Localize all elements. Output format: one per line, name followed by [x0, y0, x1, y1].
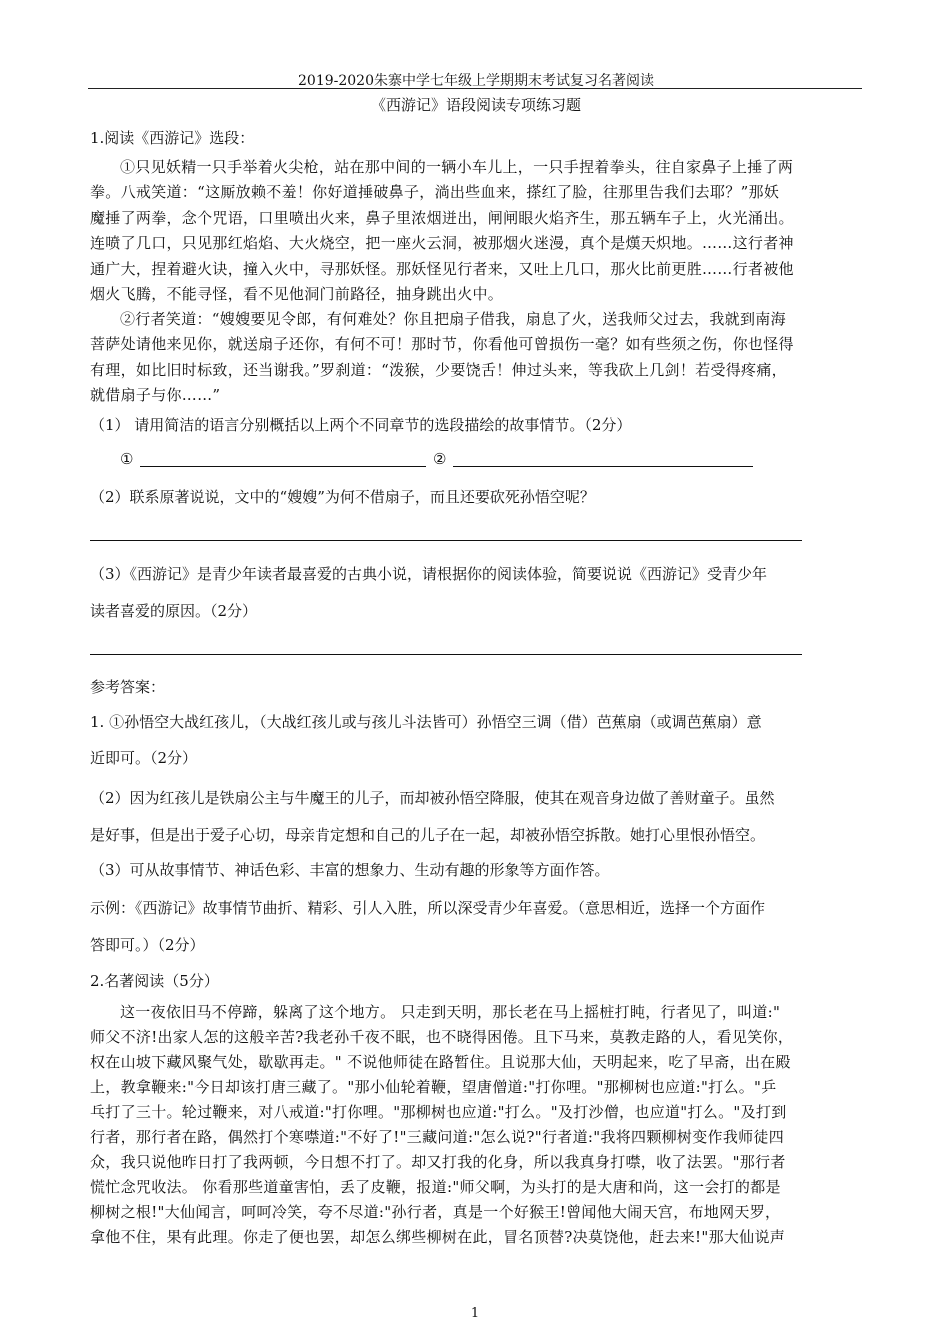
- answer-2-line-1: （2）因为红孩儿是铁扇公主与牛魔王的儿子，而却被孙悟空降服，使其在观音身边做了善财童子。虽然: [90, 789, 775, 807]
- answer-blank-1[interactable]: [140, 466, 426, 467]
- document-subtitle: 《西游记》语段阅读专项练习题: [370, 96, 581, 114]
- passage-line: 师父不济!出家人怎的这般辛苦?我老孙千夜不眠，也不晓得困倦。且下马来，莫教走路的人，看见笑你，: [90, 1028, 794, 1046]
- answer-3-line-2: 示例：《西游记》故事情节曲折、精彩、引人入胜，所以深受青少年喜爱。（意思相近，选择一个方面作: [90, 899, 766, 917]
- passage-line: 有理，如比旧时标致，还当谢我。”罗刹道：“泼猴，少要饶舌！伸过头来，等我砍上几剑！若受得疼痛，: [90, 360, 787, 379]
- answers-title: 参考答案：: [90, 678, 166, 696]
- page-header-title: 2019-2020朱寨中学七年级上学期期末考试复习名著阅读: [298, 73, 654, 89]
- passage-line: 通广大，捏着避火诀，撞入火中，寻那妖怪。那妖怪见行者来，又吐上几口，那火比前更胜……行者被他: [90, 259, 794, 278]
- answer-blank-2[interactable]: [453, 466, 753, 467]
- passage-line: 连喷了几口，只见那红焰焰、大火烧空，把一座火云洞，被那烟火迷漫，真个是熯天炽地。……这行者神: [90, 234, 794, 253]
- passage-line: 慌忙念咒收法。 你看那些道童害怕，丢了皮鞭，报道:"师父啊，为头打的是大唐和尚，这一会打的都是: [90, 1178, 781, 1196]
- passage-line: 拳。八戒笑道：“这厮放赖不羞！你好道捶破鼻子，淌出些血来，搽红了脸，往那里告我们去耶？”那妖: [90, 183, 780, 202]
- passage-line: 柳树之根!"大仙闻言，呵呵冷笑，夸不尽道:"孙行者，真是一个好猴王!曾闻他大闹天宫，布地网天罗，: [90, 1203, 781, 1221]
- answer-line-3[interactable]: [90, 654, 802, 655]
- passage-line: 拿他不住，果有此理。你走了便也罢，却怎么绑些柳树在此，冒名顶替?决莫饶他，赶去来!"那大仙说声: [90, 1228, 786, 1246]
- page-number: 1: [470, 1306, 480, 1321]
- blank-1-label: ①: [120, 450, 134, 468]
- answer-2-line-2: 是好事，但是出于爱子心切，母亲肯定想和自己的儿子在一起，却被孙悟空拆散。她打心里恨孙悟空。: [90, 826, 766, 844]
- answer-1-line-2: 近即可。（2分）: [90, 749, 198, 767]
- q1-intro: 1.阅读《西游记》选段：: [90, 129, 255, 147]
- passage-line: 乓打了三十。轮过鞭来，对八戒道:"打你哩。"那柳树也应道:"打么。"及打沙僧，也应道"打么。"及打到: [90, 1103, 787, 1121]
- passage-line: 权在山坡下藏风聚气处，歇歇再走。" 不说他师徒在路暂住。且说那大仙，天明起来，吃了早斋，出在殿: [90, 1053, 791, 1071]
- passage-line: 上，教拿鞭来:"今日却该打唐三藏了。"那小仙轮着鞭，望唐僧道:"打你哩。"那柳树也应道:"打么。"乒: [90, 1078, 777, 1096]
- passage-line: ①只见妖精一只手举着火尖枪，站在那中间的一辆小车儿上，一只手捏着拳头，往自家鼻子上捶了两: [120, 158, 794, 176]
- passage-line: 这一夜依旧马不停蹄，躲离了这个地方。 只走到天明，那长老在马上摇桩打盹，行者见了，叫道:": [120, 1003, 781, 1021]
- passage-line: 烟火飞腾，不能寻怪，看不见他洞门前路径，抽身跳出火中。: [90, 285, 504, 304]
- q1-passage-1: [90, 155, 860, 307]
- passage-line: 就借扇子与你……”: [90, 386, 221, 405]
- passage-line: 行者，那行者在路，偶然打个寒噤道:"不好了!"三藏问道:"怎么说?"行者道:"我将四颗柳树变作我师徒四: [90, 1128, 785, 1146]
- passage-line: 众，我只说他昨日打了我两顿，今日想不打了。却又打我的化身，所以我真身打噤，收了法罢。"那行者: [90, 1153, 786, 1171]
- q1-subquestion-2: （2）联系原著说说，文中的“嫂嫂”为何不借扇子，而且还要砍死孙悟空呢？: [90, 488, 595, 506]
- answer-3-line-3: 答即可。）（2分）: [90, 936, 205, 954]
- passage-line: 菩萨处请他来见你，就送扇子还你，有何不可！那时节，你看他可曾损伤一毫？如有些须之伤，你也怪得: [90, 335, 794, 354]
- passage-line: 魔捶了两拳，念个咒语，口里喷出火来，鼻子里浓烟迸出，闸闸眼火焰齐生，那五辆车子上，火光涌出。: [90, 208, 794, 227]
- answer-line-2[interactable]: [90, 540, 802, 541]
- q1-subquestion-1: （1） 请用简洁的语言分别概括以上两个不同章节的选段描绘的故事情节。（2分）: [90, 416, 632, 434]
- q2-intro: 2.名著阅读（5分）: [90, 972, 219, 990]
- q1-subquestion-3-line-1: （3）《西游记》是青少年读者最喜爱的古典小说，请根据你的阅读体验，简要说说《西游记》受青少年: [90, 565, 768, 583]
- q2-passage: [90, 1000, 860, 1250]
- answer-3-line-1: （3）可从故事情节、神话色彩、丰富的想象力、生动有趣的形象等方面作答。: [90, 861, 610, 879]
- blank-2-label: ②: [433, 450, 447, 468]
- passage-line: ②行者笑道：“嫂嫂要见令郎，有何难处？你且把扇子借我，扇息了火，送我师父过去，我就到南海: [120, 310, 786, 328]
- q1-passage-2: [90, 307, 860, 409]
- q1-subquestion-3-line-2: 读者喜爱的原因。（2分）: [90, 602, 258, 620]
- answer-1-line-1: 1. ①孙悟空大战红孩儿，（大战红孩儿或与孩儿斗法皆可）孙悟空三调（借）芭蕉扇（或调芭蕉扇）意: [90, 713, 762, 731]
- header-divider: [88, 88, 862, 89]
